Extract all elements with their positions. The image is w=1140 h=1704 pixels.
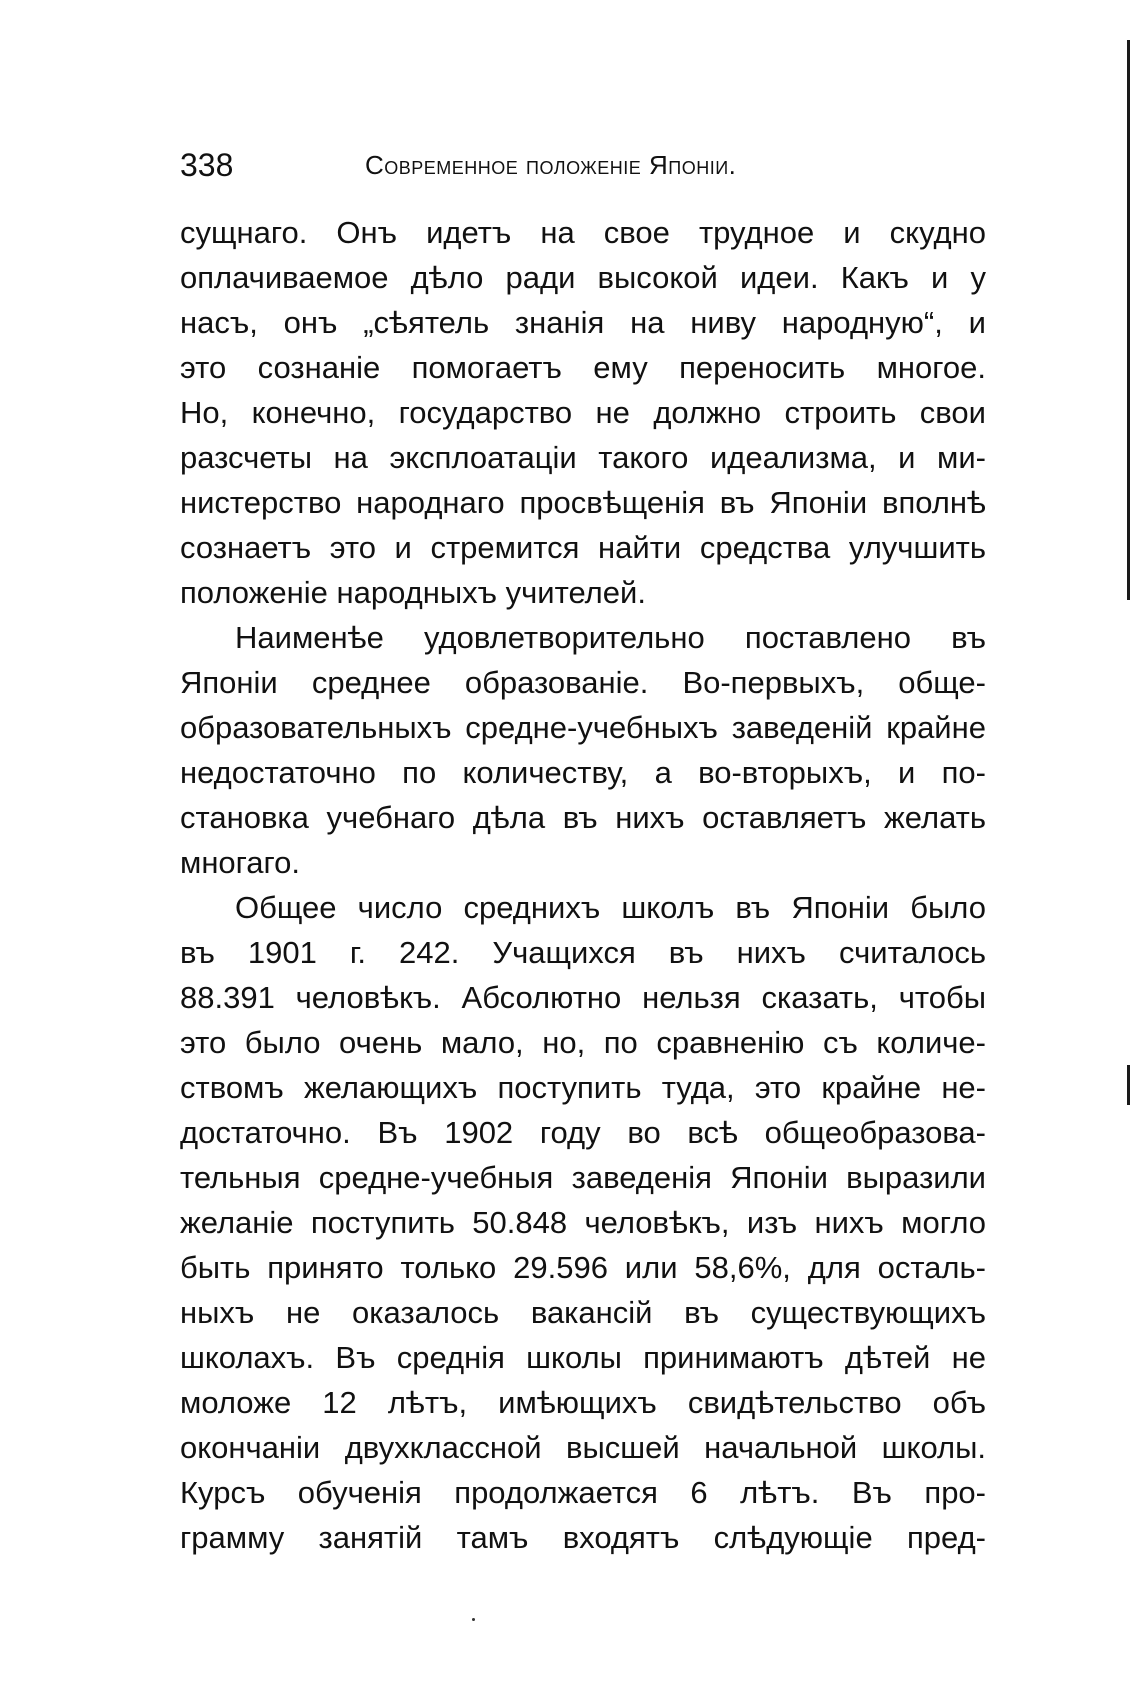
text-line: Но, конечно, государство не должно строить свои <box>180 395 986 430</box>
text-line: многаго. <box>180 845 301 880</box>
text-line: быть принято только 29.596 или 58,6%, для осталь- <box>180 1250 986 1285</box>
text-line: становка учебнаго дѣла въ нихъ оставляетъ желать <box>180 800 986 835</box>
body-text <box>180 210 986 1560</box>
text-line: достаточно. Въ 1902 году во всѣ общеобразова- <box>180 1115 986 1150</box>
text-line: ствомъ желающихъ поступить туда, это крайне не- <box>180 1070 986 1105</box>
text-line: желаніе поступить 50.848 человѣкъ, изъ нихъ могло <box>180 1205 986 1240</box>
page-edge-mark <box>1127 1065 1130 1105</box>
page-number: 338 <box>180 147 234 183</box>
text-line: 88.391 человѣкъ. Абсолютно нельзя сказать, чтобы <box>180 980 986 1015</box>
print-speck <box>472 1618 475 1621</box>
text-line: Японіи среднее образованіе. Во-первыхъ, обще- <box>180 665 986 700</box>
text-line: нистерство народнаго просвѣщенія въ Японіи вполнѣ <box>180 485 986 520</box>
running-title: Современное положеніе Японіи. <box>365 150 737 180</box>
text-line: окончаніи двухклассной высшей начальной школы. <box>180 1430 986 1465</box>
text-line: сознаетъ это и стремится найти средства улучшить <box>180 530 986 565</box>
text-line: въ 1901 г. 242. Учащихся въ нихъ считалось <box>180 935 986 970</box>
text-line: это было очень мало, но, по сравненію съ количе- <box>180 1025 986 1060</box>
text-line: положеніе народныхъ учителей. <box>180 575 646 610</box>
text-line: разсчеты на эксплоатаціи такого идеализма, и ми- <box>180 440 986 475</box>
page-header <box>180 145 980 185</box>
text-line: школахъ. Въ среднія школы принимаютъ дѣтей не <box>180 1340 986 1375</box>
text-line: Курсъ обученія продолжается 6 лѣтъ. Въ про- <box>180 1475 986 1510</box>
text-line: это сознаніе помогаетъ ему переносить многое. <box>180 350 986 385</box>
text-line: образовательныхъ средне-учебныхъ заведеній крайне <box>180 710 986 745</box>
text-line: ныхъ не оказалось вакансій въ существующихъ <box>180 1295 986 1330</box>
text-line: грамму занятій тамъ входятъ слѣдующіе пред- <box>180 1520 986 1555</box>
page-edge-line <box>1127 40 1130 600</box>
text-line: моложе 12 лѣтъ, имѣющихъ свидѣтельство объ <box>180 1385 986 1420</box>
text-line: Общее число среднихъ школъ въ Японіи было <box>235 890 986 925</box>
text-line: тельныя средне-учебныя заведенія Японіи выразили <box>180 1160 986 1195</box>
text-line: Наименѣе удовлетворительно поставлено въ <box>235 620 986 655</box>
text-line: сущнаго. Онъ идетъ на свое трудное и скудно <box>180 215 986 250</box>
text-line: недостаточно по количеству, а во-вторыхъ, и по- <box>180 755 986 790</box>
text-line: насъ, онъ „сѣятель знанія на ниву народную“, и <box>180 305 986 340</box>
text-line: оплачиваемое дѣло ради высокой идеи. Какъ и у <box>180 260 986 295</box>
